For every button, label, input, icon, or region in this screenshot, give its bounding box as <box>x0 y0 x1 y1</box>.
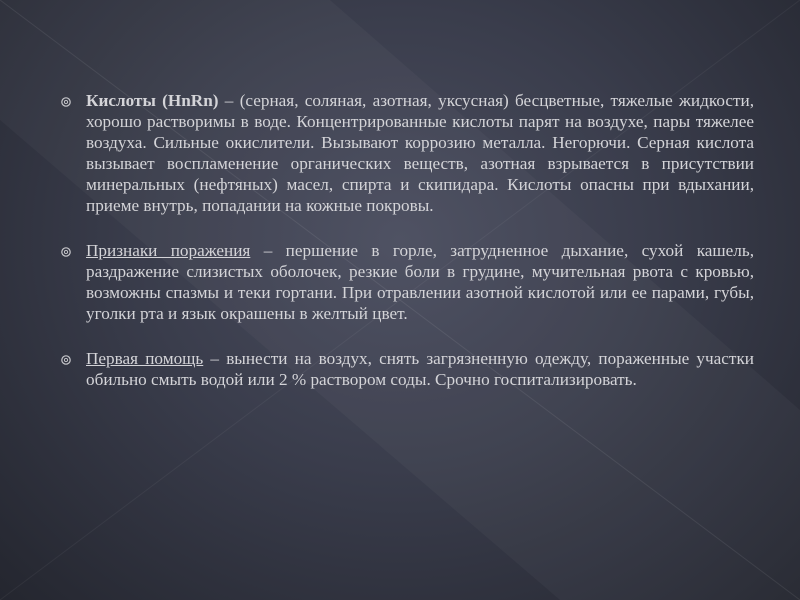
bullet-item-first-aid <box>60 348 754 390</box>
bullet-text: – першение в горле, затрудненное дыхание, сухой кашель, раздражение слизистых оболочек, резкие боли в грудине, мучительная рвота с кровью, возможны спазмы и теки гортани. При отравлении азотной кислотой или ее парами, губы, уголки рта и язык окрашены в желтый цвет. <box>86 241 754 323</box>
bullet-text: – вынести на воздух, снять загрязненную одежду, пораженные участки обильно смыть водой или 2 % раствором соды. Срочно госпитализировать. <box>86 349 754 389</box>
bullet-item-symptoms <box>60 240 754 324</box>
hollow-circle-bullet-icon <box>60 96 72 108</box>
hollow-circle-bullet-icon <box>60 246 72 258</box>
bullet-item-acids <box>60 90 754 216</box>
bullet-term: Кислоты (HnRn) <box>86 91 219 110</box>
bullet-paragraph <box>86 90 754 216</box>
bullet-text: – (серная, соляная, азотная, уксусная) бесцветные, тяжелые жидкости, хорошо растворимы в воде. Концентрированные кислоты парят на воздухе, пары тяжелее воздуха. Сильные окислители. Вызывают коррозию металла. Негорючи. Серная кислота вызывает воспламенение органических веществ, азотная взрывается в присутствии минеральных (нефтяных) масел, спирта и скипидара. Кислоты опасны при вдыхании, приеме внутрь, попадании на кожные покровы. <box>86 91 754 215</box>
hollow-circle-bullet-icon <box>60 354 72 366</box>
bullet-term: Признаки поражения <box>86 241 251 260</box>
bullet-paragraph <box>86 240 754 324</box>
bullet-term: Первая помощь <box>86 349 204 368</box>
slide-content <box>60 90 754 414</box>
bullet-paragraph <box>86 348 754 390</box>
